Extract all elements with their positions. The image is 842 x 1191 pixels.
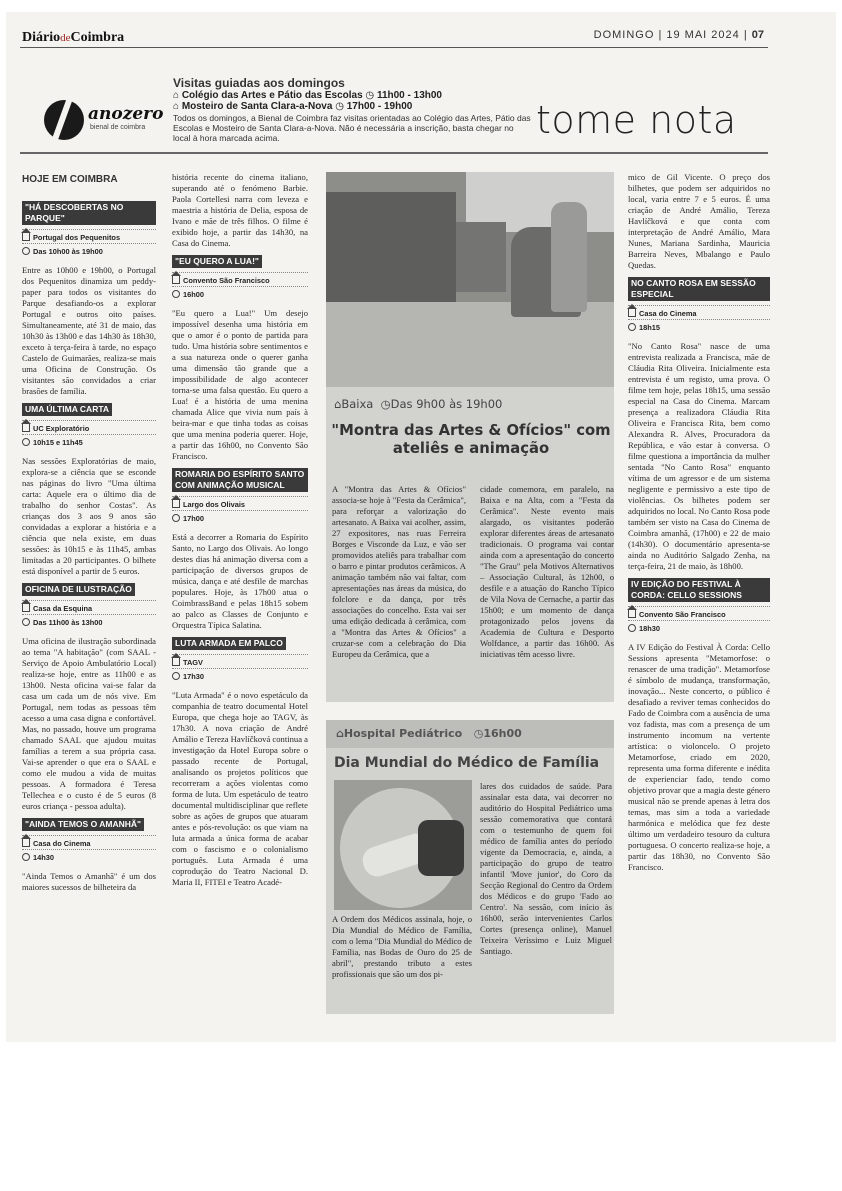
event-tag: OFICINA DE ILUSTRAÇÃO bbox=[22, 583, 135, 596]
house-icon bbox=[172, 500, 180, 508]
hospital-text-col-2: lares dos cuidados de saúde. Para assinalar esta data, vai decorrer no auditório do Hospital Pediátrico uma sessão comemorativa que contará com o testemunho de quem foi médico de família antes do período vigente da Democracia, e, ainda, a participação do grupo de teatro infantil 'Move junior', do Coro da Secção Regional do Centro da Ordem dos Médicos e do grupo 'Fado ao Centro'. Na sessão, com início às 16h00, serão intervenientes Carlos Cortes (presença online), Manuel Teixeira Veríssimo e Luiz Miguel Santiago. bbox=[480, 781, 612, 956]
clock-icon: ◷ bbox=[473, 727, 484, 740]
hospital-meta: ⌂Hospital Pediátrico ◷16h00 bbox=[336, 727, 522, 740]
market-photo bbox=[326, 172, 614, 387]
event-time: 16h00 bbox=[172, 286, 308, 300]
page-number: 07 bbox=[751, 29, 764, 41]
event-time: 10h15 e 11h45 bbox=[22, 434, 156, 448]
event-place: Casa do Cinema bbox=[22, 835, 156, 849]
continued-text: história recente do cinema italiano, superando até o fenómeno Barbie. Paola Cortellesi narra com leveza e maestria a história de Delia, esposa de Ivano e mãe de três filhos. O filme é exibido hoje, a partir das 14h30, na Casa do Cinema. bbox=[172, 172, 308, 248]
hospital-title: Dia Mundial do Médico de Família bbox=[334, 755, 600, 771]
event-tag: LUTA ARMADA EM PALCO bbox=[172, 637, 286, 650]
clock-icon bbox=[22, 618, 30, 626]
event-place: Largo dos Olivais bbox=[172, 496, 308, 510]
clock-icon bbox=[22, 853, 30, 861]
clock-icon bbox=[628, 624, 636, 632]
stethoscope-photo bbox=[334, 780, 472, 910]
event-tag: UMA ÚLTIMA CARTA bbox=[22, 403, 112, 416]
clock-icon: ◷ bbox=[365, 90, 375, 101]
feature-text-col-1: A "Montra das Artes & Ofícios" associa-se hoje à "Festa da Cerâmica", para reforçar a valorização do artesanato. A Baixa vai acolher, assim, 27 expositores, nas ruas Ferreira Borges e Visconde da Luz, e vão ser promovidos ateliês para trabalhar com o barro e pintar produtos cerâmicos. A animação também não vai faltar, com apresentações nas áreas da música, do folclore e da dança, por três associações do concelho. Esta vai ser uma edição dedicada à cerâmica, com a "Montra das Artes & Ofícios" a cruzar-se com a celebração do Dia Europeu da Cerâmica, que a bbox=[332, 484, 466, 659]
column-heading: HOJE EM COIMBRA bbox=[22, 174, 118, 185]
event-place: Convento São Francisco bbox=[172, 272, 308, 286]
column-5 bbox=[628, 172, 770, 873]
visits-line-1: ⌂ Colégio das Artes e Pátio das Escolas ◷ 11h00 - 13h00 bbox=[173, 90, 442, 101]
header-rule bbox=[20, 152, 768, 154]
column-1 bbox=[22, 172, 156, 893]
event-time: 14h30 bbox=[22, 849, 156, 863]
clock-icon bbox=[628, 323, 636, 331]
dateline: DOMINGO | 19 MAI 2024 | 07 bbox=[593, 29, 764, 41]
continued-text: mico de Gil Vicente. O preço dos bilhetes, que podem ser adquiridos no local, varia entre 7 e 5 euros. É uma criação de André Amálio, Tereza Havlíčková e que conta com interpretação de André Amálio, Mara Nunes, Mariana Sardinha, Mauricia Barreira Neves, Mbalango e Paulo Quedas. bbox=[628, 172, 770, 270]
house-icon bbox=[628, 610, 636, 618]
house-icon bbox=[22, 233, 30, 241]
event-text: "Ainda Temos o Amanhã" é um dos maiores sucessos de bilheteira da bbox=[22, 871, 156, 892]
logo-name: anozero bbox=[88, 104, 164, 124]
event-time: Das 10h00 às 19h00 bbox=[22, 243, 156, 257]
event-text: "No Canto Rosa" nasce de uma entrevista realizada a Francisca, mãe de Cláudia Rita Oliveira. Inicialmente esta entrevista é um registo, uma prova. O filme tem hoje, pelas 18h15, uma sessão especial na Casa do Cinema. Marcam presença a realizadora Cláudia Rita Oliveira e Francisca Rita, bem como Alexandra R. Alves, Procuradora da República, e vão estar à conversa. O filme questiona a importância da mulher sentada "No Canto Rosa" enquanto vítima de um agressor e de um sistema negligente e permissivo a este tipo de violências. Os bilhetes podem ser adquiridos no local. No Canto Rosa pode também ser visto na Casa do Cinema de Coimbra amanhã, (17h00) e 22 de maio (14h30). O documentário apresenta-se ainda no Auditório Salgado Zenha, na terça-feira, 21 de maio, às 18h00. bbox=[628, 341, 770, 571]
event-place: Casa do Cinema bbox=[628, 305, 770, 319]
visits-line-2: ⌂ Mosteiro de Santa Clara-a-Nova ◷ 17h00 - 19h00 bbox=[173, 101, 413, 112]
dateline-day: DOMINGO bbox=[593, 29, 655, 41]
column-2 bbox=[172, 172, 308, 888]
clock-icon bbox=[22, 438, 30, 446]
dateline-date: 19 MAI 2024 bbox=[666, 29, 740, 41]
house-icon bbox=[22, 424, 30, 432]
house-icon: ⌂ bbox=[336, 727, 344, 740]
event-place: Portugal dos Pequenitos bbox=[22, 229, 156, 243]
clock-icon bbox=[22, 247, 30, 255]
event-text: Nas sessões Exploratórias de maio, explora-se a ciência que se esconde nas páginas do livro "Uma última carta: Aquele era o último dia de trabalho do senhor Costas". As crianças dos 3 aos 9 anos são convidadas a explorar a história e a ciência que nela existe, em duas sessões: às 10h15 e às 11h45, ambas limitadas a 20 participantes. O bilhete está disponível a partir de 5 euros. bbox=[22, 456, 156, 576]
event-time: 18h30 bbox=[628, 620, 770, 634]
event-time: Das 11h00 às 13h00 bbox=[22, 614, 156, 628]
feature-meta: ⌂Baixa ◷Das 9h00 às 19h00 bbox=[334, 397, 503, 411]
house-icon bbox=[172, 658, 180, 666]
top-rule bbox=[20, 47, 768, 48]
event-time: 17h30 bbox=[172, 668, 308, 682]
guided-visits-box bbox=[173, 76, 533, 143]
event-place: TAGV bbox=[172, 654, 308, 668]
event-tag: "AINDA TEMOS O AMANHÃ" bbox=[22, 818, 144, 831]
event-place: UC Exploratório bbox=[22, 420, 156, 434]
visits-title: Visitas guiadas aos domingos bbox=[173, 76, 345, 90]
clock-icon bbox=[172, 514, 180, 522]
house-icon bbox=[22, 604, 30, 612]
event-text: "Luta Armada" é o novo espetáculo da companhia de teatro documental Hotel Europa, que chega hoje ao TAGV, às 17h30. A nova criação de André Amálio e Tereza Havlíčková continua a investigação da Hotel Europa sobre o passado recente de Portugal, analisando os projetos políticos que recorreram a ações violentas como forma de luta. Um espetáculo de teatro documental multidisciplinar que reflete sobre as ações de grupos que atuaram antes e pós-revolução: os que viam na luta armada a única forma de acabar com o fascismo e o colonialismo português. Luta Armada é uma coprodução do Teatro Nacional D. Maria II, FITEI e Teatro Acadé- bbox=[172, 690, 308, 887]
house-icon: ⌂ bbox=[173, 90, 180, 101]
house-icon bbox=[172, 276, 180, 284]
event-time: 18h15 bbox=[628, 319, 770, 333]
house-icon bbox=[22, 839, 30, 847]
event-tag: ROMARIA DO ESPÍRITO SANTO COM ANIMAÇÃO MUSICAL bbox=[172, 468, 308, 492]
house-icon: ⌂ bbox=[173, 101, 180, 112]
house-icon: ⌂ bbox=[334, 397, 342, 411]
event-text: A IV Edição do Festival À Corda: Cello Sessions apresenta "Metamorfose: o renascer de uma tradição". Metamorfose é símbolo de mudança, transformação, inovação... Neste concerto, o público é desafiado a reviver temas conhecidos do Fado de Coimbra com a ausência de uma voz fadista, mas com a presença de um instrumento incomum na vertente artística: o violoncelo. O projeto Metamorfose, criado em 2020, representa uma forma diferente e inédita de experienciar fado, tendo como objetivo provar que a magia deste género musical não se prende apenas à letra dos temas, mas sim a toda a variedade harmónica e melódica que fez deste último um verdadeiro tesouro da cultura portuguesa. O concerto realiza-se hoje, a partir das 18h30, no Convento São Francisco. bbox=[628, 642, 770, 872]
anozero-logo bbox=[44, 100, 164, 146]
event-place: Casa da Esquina bbox=[22, 600, 156, 614]
clock-icon: ◷ bbox=[335, 101, 344, 112]
event-time: 17h00 bbox=[172, 510, 308, 524]
visits-description: Todos os domingos, a Bienal de Coimbra faz visitas orientadas ao Colégio das Artes, Pátio das Escolas e Mosteiro de Santa Clara-a-Nova. Não é necessária a inscrição, basta chegar no local à hora marcada acima. bbox=[173, 113, 531, 143]
event-text: Está a decorrer a Romaria do Espírito Santo, no Largo dos Olivais. Ao longo destes dias há animação diversa com a participação de diversos grupos de música, dança e até desfile de marchas populares. Hoje, às 17h00 atua o CoimbrassBand e pelas 18h15 sobem ao palco as Classes de Conjunto e Orquestra Típica Salatina. bbox=[172, 532, 308, 630]
hospital-text-col-1: A Ordem dos Médicos assinala, hoje, o Dia Mundial do Médico de Família, com o lema "Dia Mundial do Médico de Família, nas Bodas de Ouro do 25 de abril", prestando tributo a estes profissionais que são um dos pi- bbox=[332, 914, 472, 979]
house-icon bbox=[628, 309, 636, 317]
anozero-logo-mark bbox=[44, 100, 84, 140]
feature-text-col-2: cidade comemora, em paralelo, na Baixa e na Alta, com a "Festa da Cerâmica". Neste evento mais alargado, os visitantes poderão explorar diferentes áreas de artesanato tradicionais. O programa vai contar ainda com a apresentação do concerto "The Grau" pela Motivos Alternativos – Associação Cultural, às 12h00, o desfile e a atuação do Rancho Típico de Vila Nova de Cernache, a partir das 15h00; e um momento de dança protagonizado pelos jovens da Academia de Cultura e Desporto Wolfdance, a partir das 16h00. As iniciativas têm acesso livre. bbox=[480, 484, 614, 659]
logo-sub: bienal de coimbra bbox=[90, 124, 146, 131]
clock-icon bbox=[172, 672, 180, 680]
event-tag: "EU QUERO A LUA!" bbox=[172, 255, 262, 268]
event-tag: "HÁ DESCOBERTAS NO PARQUE" bbox=[22, 201, 156, 225]
event-place: Convento São Francisco bbox=[628, 606, 770, 620]
masthead: DiáriodeCoimbra bbox=[22, 30, 125, 45]
event-tag: NO CANTO ROSA EM SESSÃO ESPECIAL bbox=[628, 277, 770, 301]
clock-icon: ◷ bbox=[380, 397, 391, 411]
event-text: "Eu quero a Lua!" Um desejo impossível desenha uma história em que o amor é o ponto de partida para tudo. Uma história sobre sentimentos e a sua natureza onde o querer ganha uma dimensão tão grande que a impossibilidade de algo acontecer torna-se uma falsa questão. Eu quero a Lua! é a história de uma menina chamada Alice que vivia num país à beira-mar e que tinha todas as coisas que uma menina poderia querer. Hoje, a partir das 16h00, no Convento São Francisco. bbox=[172, 308, 308, 461]
section-title: tome nota bbox=[536, 98, 737, 142]
event-text: Entre as 10h00 e 19h00, o Portugal dos Pequenitos dinamiza um peddy-paper para todos os visitantes do Parque desafiando-os a explorar Portugal e outros oito países. Simultaneamente, até 31 de maio, das 10h30 às 13h00 e das 14h30 às 18h30, exceto à terça-feira à tarde, no espaço Castelo de Guimarães, realiza-se mais uma Oficina de Construção. Os visitantes são convidados a criar brasões de família. bbox=[22, 265, 156, 396]
event-tag: IV EDIÇÃO DO FESTIVAL À CORDA: CELLO SESSIONS bbox=[628, 578, 770, 602]
clock-icon bbox=[172, 290, 180, 298]
event-text: Uma oficina de ilustração subordinada ao tema "A habitação" (com SAAL - Serviço de Apoio Ambulatório Local) realiza-se hoje, entre as 11h00 e as 13h00. Nesta oficina vai-se falar da casa um cada um de nós vive. Em Portugal, nem todas as pessoas têm acesso a uma casa digna e confortável. Mas, no passado, houve um programa chamado SAAL que ajudou muitas famílias a terem a sua própria casa. Vai-se aprender o que era o SAAL e como ele mudou a vida de muitas pessoas. A formadora é Teresa Tellechea e o custo é de 5 euros (8 euros criança - pessoa adulta). bbox=[22, 636, 156, 811]
feature-title: "Montra das Artes & Ofícios" com ateliês e animação bbox=[331, 422, 611, 457]
